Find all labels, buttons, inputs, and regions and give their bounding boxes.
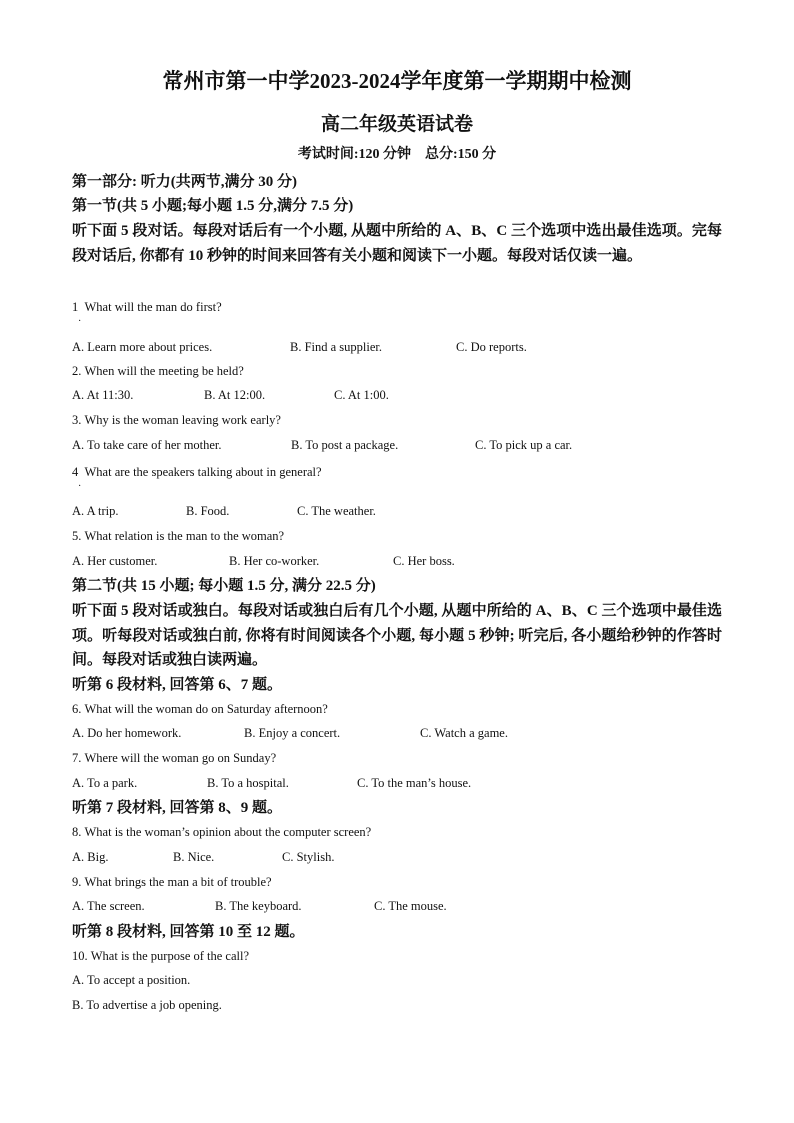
question-3 (72, 411, 281, 429)
option-b: B. Food. (186, 504, 230, 518)
question-1 (72, 298, 222, 316)
question-text: What brings the man a bit of trouble? (84, 875, 272, 889)
stray-dot: · (78, 316, 82, 327)
question-number: 8. (72, 825, 82, 839)
option-b: B. Enjoy a concert. (244, 726, 341, 740)
option-c: C. Stylish. (282, 850, 335, 864)
question-number: 3. (72, 413, 82, 427)
part1-heading: 第一部分: 听力(共两节,满分 30 分) (72, 174, 297, 190)
option-b: B. The keyboard. (215, 899, 302, 913)
option-b: B. At 12:00. (204, 388, 266, 402)
question-text: What are the speakers talking about in general? (84, 465, 322, 479)
question-number: 4 (72, 465, 79, 479)
option-a: A. The screen. (72, 899, 145, 913)
question-text: Where will the woman go on Sunday? (84, 751, 277, 765)
exam-info (0, 145, 794, 165)
question-text: What will the man do first? (84, 300, 222, 314)
option-c: C. Do reports. (456, 340, 527, 354)
question-number: 5. (72, 529, 82, 543)
question-text: What relation is the man to the woman? (84, 529, 285, 543)
question-6 (72, 700, 328, 718)
option-a: A. Learn more about prices. (72, 340, 213, 354)
option-b: B. To a hospital. (207, 776, 289, 790)
question-text: Why is the woman leaving work early? (84, 413, 281, 427)
option-a: A. A trip. (72, 504, 119, 518)
option-a: A. To a park. (72, 776, 138, 790)
question-number: 9. (72, 875, 82, 889)
question-7 (72, 749, 276, 767)
question-number: 1 (72, 300, 79, 314)
question-10 (72, 947, 249, 965)
option-b: B. Find a supplier. (290, 340, 383, 354)
question-8 (72, 823, 371, 841)
stray-dot: · (78, 481, 82, 492)
section2-instructions: 听下面 5 段对话或独白。每段对话或独白后有几个小题, 从题中所给的 A、B、C 三个选项中最佳选项。听每段对话或独白前, 你将有时间阅读各个小题, 每小题 5 秒钟; 听完后, 各小题给秒钟的作答时间。每段对话或独白读两遍。 (72, 603, 722, 668)
option-a: A. To take care of her mother. (72, 438, 222, 452)
question-text: What is the woman’s opinion about the computer screen? (84, 825, 372, 839)
option-c: C. To the man’s house. (357, 776, 472, 790)
option-a: A. Do her homework. (72, 726, 182, 740)
option-b: B. To post a package. (291, 438, 399, 452)
question-number: 10. (72, 949, 88, 963)
question-number: 2. (72, 364, 82, 378)
option-c: C. At 1:00. (334, 388, 389, 402)
exam-subtitle: 高二年级英语试卷 (320, 114, 473, 135)
question-text: What is the purpose of the call? (90, 949, 250, 963)
option-c: C. The mouse. (374, 899, 447, 913)
option-a: A. To accept a position. (72, 973, 191, 987)
option-a: A. At 11:30. (72, 388, 134, 402)
question-5 (72, 527, 284, 545)
question-number: 6. (72, 702, 82, 716)
exam-title: 常州市第一中学2023-2024学年度第一学期期中检测 (162, 69, 632, 93)
question-number: 7. (72, 751, 82, 765)
question-text: What will the woman do on Saturday afternoon? (84, 702, 328, 716)
question-4 (72, 463, 322, 481)
material-8-heading: 听第 8 段材料, 回答第 10 至 12 题。 (72, 924, 305, 940)
material-7-heading: 听第 7 段材料, 回答第 8、9 题。 (72, 800, 283, 816)
exam-time: 考试时间:120 分钟 (297, 147, 411, 162)
section2-heading: 第二节(共 15 小题; 每小题 1.5 分, 满分 22.5 分) (72, 578, 376, 594)
option-c: C. Watch a game. (420, 726, 508, 740)
option-b: B. To advertise a job opening. (72, 998, 222, 1012)
option-b: B. Nice. (173, 850, 215, 864)
question-2 (72, 362, 244, 380)
option-c: C. To pick up a car. (475, 438, 573, 452)
option-c: C. The weather. (297, 504, 376, 518)
material-6-heading: 听第 6 段材料, 回答第 6、7 题。 (72, 677, 283, 693)
option-a: A. Her customer. (72, 554, 158, 568)
option-c: C. Her boss. (393, 554, 455, 568)
question-9 (72, 873, 272, 891)
option-a: A. Big. (72, 850, 109, 864)
section1-heading: 第一节(共 5 小题;每小题 1.5 分,满分 7.5 分) (72, 198, 354, 214)
section1-instructions: 听下面 5 段对话。每段对话后有一个小题, 从题中所给的 A、B、C 三个选项中选出最佳选项。完每段对话后, 你都有 10 秒钟的时间来回答有关小题和阅读下一小题。每段对话仅读一遍。 (72, 223, 722, 264)
question-text: When will the meeting be held? (84, 364, 244, 378)
total-score: 总分:150 分 (425, 147, 497, 162)
option-b: B. Her co-worker. (229, 554, 320, 568)
